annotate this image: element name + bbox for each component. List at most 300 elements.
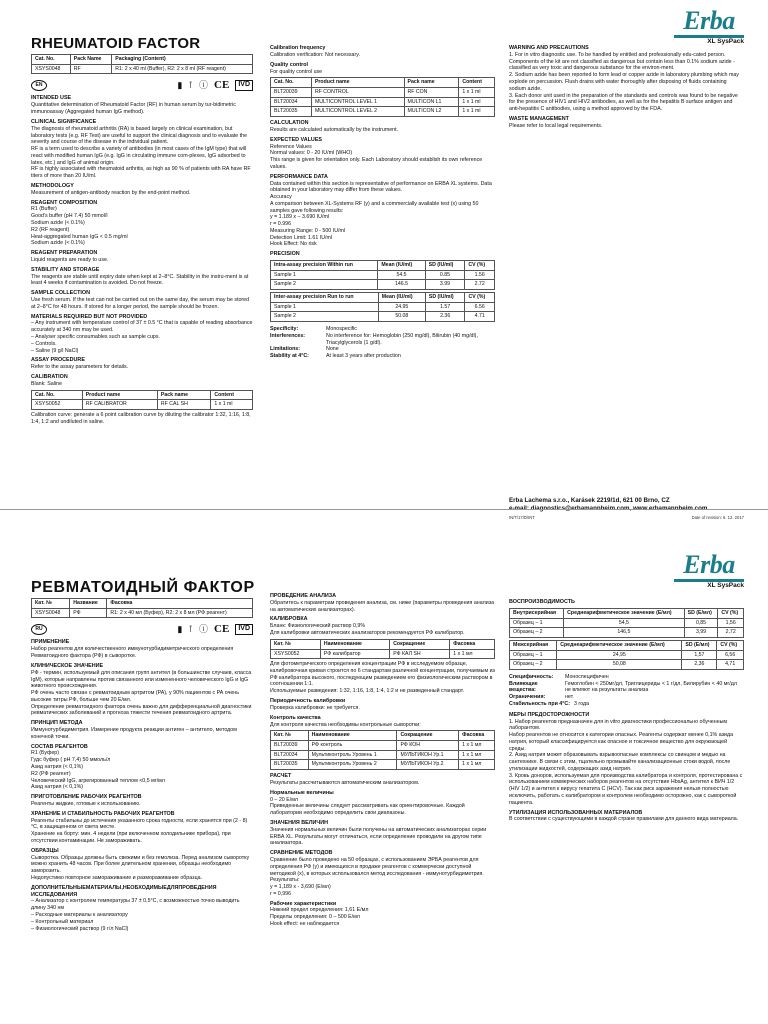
spec-label: Limitations: <box>270 346 301 353</box>
section-text: – Saline (9 g/l NaCl) <box>31 347 79 354</box>
table-row <box>32 64 253 74</box>
table-cell: BLT20039 <box>271 741 309 751</box>
table-cell: 50.08 <box>378 312 425 322</box>
spec-value: Гемоглобин < 250мг/дл, Триглицериды < 1 г/дл, Билирубин < 40 мг/дл не влияют на результаты анализа <box>565 680 737 694</box>
spec-value: Моноспецифичен <box>565 673 609 680</box>
section-text: y = 1.189 x – 3.690 IU/ml <box>270 214 330 221</box>
table-cell: 0.85 <box>425 270 465 280</box>
section-text: Sodium azide (< 0.1%) <box>31 240 85 247</box>
table-header-cell: Mean (IU/ml) <box>378 261 425 271</box>
table-cell: Sample 1 <box>271 270 378 280</box>
table-cell: BLT20039 <box>271 88 312 98</box>
spec-label: Ограничения: <box>509 694 546 701</box>
section-text: For quality control use <box>270 68 323 75</box>
table-header-cell: SD (Е/мл) <box>684 608 718 618</box>
section-heading: Контроль качества <box>270 714 321 721</box>
table-header-cell: Product name <box>311 78 404 88</box>
section-text: – Controls. <box>31 340 57 347</box>
section-text: Значения нормальных величин были получены на автоматических анализаторах серии ERBA XL. Результаты могут отличаться, если определение проводили на другом типе анализатора. <box>270 826 487 847</box>
table-header-row <box>271 78 495 88</box>
table-cell: 146,5 <box>564 628 685 638</box>
table-header-cell: SD (Е/мл) <box>682 640 717 650</box>
table-header-cell: Product name <box>82 390 157 400</box>
section-text: Для контроля качества необходимы контрольные сыворотки: <box>270 721 421 728</box>
page-divider <box>0 509 768 510</box>
en-column-2 <box>270 42 495 360</box>
section-text: Blank: Saline <box>31 380 62 387</box>
specifications <box>270 326 495 360</box>
section-text: Иммунотурбидиметрия. Измерение продукта реакции антиген – антитело, методом конечной точки. <box>31 727 237 740</box>
table-cell: 1,56 <box>718 618 744 628</box>
table-cell: 54,5 <box>564 618 685 628</box>
table-row <box>510 628 744 638</box>
section-text: Нижний предел определения: 1,61 Е/мл <box>270 907 369 914</box>
section-text: r = 0,996 <box>270 890 292 897</box>
table-header-row <box>271 261 495 271</box>
section-heading: ХРАНЕНИЕ И СТАБИЛЬНОСТЬ РАБОЧИХ РЕАГЕНТОВ <box>31 810 175 817</box>
table-cell: BLT20034 <box>271 750 309 760</box>
table-cell: РФ <box>70 608 107 618</box>
section-text: Пределы определения: 0 – 500 Е/мл <box>270 914 360 921</box>
section-text: Реагенты жидкие, готовые к использованию. <box>31 800 141 807</box>
table-row <box>271 302 495 312</box>
table-header-cell: Наименование <box>308 731 397 741</box>
table-row <box>32 608 253 618</box>
section-text: Недопустимо повторное замораживание и размораживание образца. <box>31 874 203 881</box>
document-code: IN/T/17/D/INT <box>509 514 535 520</box>
table-header-cell: SD (IU/ml) <box>425 261 465 271</box>
table-header-cell: Cat. No. <box>32 55 71 65</box>
table-cell: 3.99 <box>425 280 465 290</box>
pack-table-ru <box>31 598 253 618</box>
ru-sections-2a <box>270 593 495 637</box>
section-text: Набор реагентов для количественного иммунотурбидиметрического определения Ревматоидного фактора (РФ) в сыворотке. <box>31 646 234 660</box>
section-heading: REAGENT COMPOSITION <box>31 199 98 206</box>
precision-heading-ru: ВОСПРОИЗВОДИМОСТЬ <box>509 599 575 605</box>
table-header-row <box>32 599 253 609</box>
section-heading: УТИЛИЗАЦИЯ ИСПОЛЬЗОВАННЫХ МАТЕРИАЛОВ <box>509 809 643 816</box>
section-text: Набор реагентов не относится к категории опасных. Реагенты содержат менее 0,1% азида натрия, который классифицируется как опасное и токсичное вещество для окружающей среды. <box>509 732 734 752</box>
ivd-badge-ru: IVD <box>235 624 253 635</box>
table-header-cell: Фасовка <box>459 731 495 741</box>
table-cell: Sample 2 <box>271 312 379 322</box>
spec-row <box>270 326 495 333</box>
table-header-cell: CV (%) <box>465 293 495 303</box>
section-heading: METHODOLOGY <box>31 182 74 189</box>
spec-row <box>270 333 495 347</box>
table-header-row <box>32 390 253 400</box>
table-header-cell: Cat. No. <box>271 78 312 88</box>
en-sections-3 <box>509 45 744 129</box>
table-header-cell: Среднеарифметическое значение (Е/мл) <box>557 640 682 650</box>
section-text: Человеческий IgG, агрегированный теплом <0,5 мг/мл <box>31 777 165 784</box>
section-text: Reference Values <box>270 143 312 150</box>
ivd-badge: IVD <box>235 80 253 91</box>
section-text: Measurement of antigen-antibody reaction by the end-point method. <box>31 189 191 196</box>
table-header-cell: Mean (IU/ml) <box>378 293 425 303</box>
section-text: Азид натрия (< 0,1%) <box>31 784 84 791</box>
pack-table <box>31 54 253 74</box>
temperature-icon: ⊺ <box>188 79 194 90</box>
section-text: Detection Limit: 1.61 IU/ml <box>270 234 333 241</box>
spec-row <box>270 353 495 360</box>
table-cell: RF CAL SH <box>157 400 210 410</box>
section-text: Для фотометрического определения концентрации РФ в исследуемом образце, калибровочная кривая строится по 6 стандартам различной концентрации, получаемым из РФ калибратора высокого, последующим разведением его физиологическим раствором в соотношении 1:1. <box>270 661 495 688</box>
table-cell: 50,08 <box>557 660 682 670</box>
spec-value: None <box>326 346 339 353</box>
section-text: Хранение на борту: мин. 4 недели (при включенном холодильнике прибора), при отсутствии контаминации. Не замораживать. <box>31 831 231 844</box>
ru-column-2 <box>270 590 495 928</box>
temperature-icon: ⊺ <box>188 623 194 634</box>
spec-row <box>509 701 744 708</box>
table-header-cell: CV (%) <box>718 608 744 618</box>
table-header-cell: Фасовка <box>450 639 495 649</box>
section-heading: REAGENT PREPARATION <box>31 250 98 257</box>
table-cell: Образец – 2 <box>510 660 557 670</box>
table-cell: R1: 2 x 40 ml (Buffer), R2: 2 x 8 ml (RF reagent) <box>112 64 253 74</box>
table-cell: 3,99 <box>684 628 718 638</box>
section-heading: Calibration frequency <box>270 45 326 51</box>
table-cell: Образец – 2 <box>510 628 564 638</box>
ce-mark: CE <box>214 79 230 92</box>
table-row <box>271 312 495 322</box>
section-text: The diagnosis of rheumatoid arthritis (RA) is based largely on clinical examination, but laboratory tests (e.g. RF Test) are useful to support the clinical diagnosis and to evaluate the severity and course of the disease in the individual patient. <box>31 125 248 146</box>
spec-label: Стабильность при 4°С: <box>509 700 570 707</box>
section-text: Measuring Range: 0 - 500 IU/ml <box>270 227 346 234</box>
section-text: Обратитесь к параметрам проведения анализа, см. ниже (параметры проведения анализа на автоматических анализаторах). <box>270 599 495 613</box>
section-text: РФ очень часто связан с ревматоидным артритом (РА), у 90% пациентов с РА очень высокие титры РФ, больше чем 20 Е/мл. <box>31 690 239 703</box>
table-header-cell: Pack name <box>404 78 459 88</box>
section-text: 1. Набор реагентов предназначен для in vitro диагностики профессионально обученным лаборантом. <box>509 718 728 732</box>
section-text: Hook effect: не наблюдается <box>270 921 340 927</box>
section-text: A comparison between XL-Systems RF (y) and a commercially available test (x) using 50 samples gave following results: <box>270 200 479 214</box>
table-row <box>510 618 744 628</box>
en-column-1 <box>31 52 253 426</box>
spec-value: 3 года <box>573 700 590 707</box>
table-header-cell: Кат. № <box>32 599 70 609</box>
table-header-cell: SD (IU/ml) <box>425 293 465 303</box>
section-heading: Нормальные величины <box>270 789 334 796</box>
table-row <box>32 400 253 410</box>
spec-label: Влияющие вещества: <box>509 680 538 694</box>
table-cell: 6.56 <box>465 302 495 312</box>
table-cell: МУЛЬТИКОН Ур.2 <box>397 760 459 770</box>
section-text: RF is a term used to describe a variety of antibodies (in most cases of the IgM type) that will react with modified human IgG (e.g. IgG in circulating immune com-plexes, IgG adsorbed to latex, etc.) and IgG of animal origin. <box>31 146 247 166</box>
section-text: – Физиологический раствор (9 г/л NaCl) <box>31 925 129 932</box>
section-heading: Периодичность калибровки <box>270 698 346 705</box>
table-row <box>271 750 495 760</box>
section-text: r = 0.996 <box>270 221 292 228</box>
section-heading: Рабочие характеристики <box>270 900 337 907</box>
table-cell: XSYS0052 <box>32 400 83 410</box>
table-row <box>271 760 495 770</box>
language-badge-ru: RU <box>31 624 47 635</box>
section-heading: MATERIALS REQUIRED BUT NOT PROVIDED <box>31 313 148 320</box>
section-text: y = 1,189 x - 3,690 (Е/мл) <box>270 884 331 891</box>
section-text: 2. Азид натрия может образовывать взрывоопасные комплексы со свинцом и медью на сантехнике. В связи с этим, тщательно промывайте канализационные стоки водой, после утилизации жидкостей, содержащих азид натрия. <box>509 752 731 772</box>
table-header-cell: Content <box>211 390 253 400</box>
spec-row <box>509 674 744 681</box>
table-header-cell: Наименование <box>320 639 389 649</box>
table-cell: 24,95 <box>557 650 682 660</box>
section-text: Normal values: 0 - 20 IU/ml (WHO) <box>270 150 353 157</box>
table-row <box>271 280 495 290</box>
section-text: Please refer to local legal requirements. <box>509 122 603 129</box>
manufacturer-icon: ▮ <box>177 79 183 90</box>
table-cell: Образец – 1 <box>510 618 564 628</box>
section-heading: CALCULATION <box>270 119 309 126</box>
ru-column-3 <box>509 596 744 823</box>
en-sections-2b <box>270 120 495 258</box>
table-header-cell: Pack name <box>157 390 210 400</box>
page-title: RHEUMATOID FACTOR <box>31 35 201 52</box>
section-heading: ОБРАЗЦЫ <box>31 847 59 854</box>
table-cell: РФ КАЛ SH <box>390 649 450 659</box>
table-cell: 1.57 <box>425 302 465 312</box>
section-text: Data contained within this section is representative of performance on ERBA XL systems. Data obtained in your laboratory may differ from these values. <box>270 180 492 194</box>
erba-logo <box>674 8 744 46</box>
spec-label: Специфичность: <box>509 673 554 680</box>
company-address: Erba Lachema s.r.o., Karásek 2219/1d, 621 00 Brno, CZ <box>509 497 670 504</box>
table-header-row <box>271 293 495 303</box>
table-header-cell: Cat. No. <box>32 390 83 400</box>
table-cell: РФ калибратор <box>320 649 389 659</box>
table-header-cell: Межсерийная <box>510 640 557 650</box>
section-text: Гудс буфер ( pH 7,4) 50 ммоль/л <box>31 757 111 764</box>
table-row <box>271 270 495 280</box>
calibrator-table-ru <box>270 639 495 659</box>
table-cell: XSYS0052 <box>271 649 321 659</box>
table-cell: 6,56 <box>717 650 744 660</box>
table-cell: MULTICON L1 <box>404 97 459 107</box>
section-text: Good's buffer (pH 7.4) 50 mmol/l <box>31 213 108 220</box>
table-cell: 2.72 <box>465 280 495 290</box>
section-text: The reagents are stable until expiry date when kept at 2–8°C. Stability in the instru-ment is at least 4 weeks if contamination is avoided. Do not freeze. <box>31 273 249 287</box>
erba-wordmark: Erba <box>683 6 735 35</box>
spec-value: No interference for: Hemoglobin (250 mg/dl), Bilirubin (40 mg/dl), Triacylglycerols (1 g/dl). <box>326 332 478 346</box>
table-row <box>271 649 495 659</box>
table-cell: Sample 2 <box>271 280 378 290</box>
section-heading: WARNING AND PRECAUTIONS <box>509 45 589 51</box>
section-text: Heat-aggregated human IgG < 0.5 mg/ml <box>31 233 128 240</box>
en-sections-2a <box>270 45 495 75</box>
section-heading: STABILITY AND STORAGE <box>31 266 100 273</box>
table-cell: 1.56 <box>465 270 495 280</box>
section-heading: CLINICAL SIGNIFICANCE <box>31 118 97 125</box>
section-heading: SAMPLE COLLECTION <box>31 290 90 297</box>
specifications-ru <box>509 674 744 708</box>
table-header-cell: CV (%) <box>465 261 495 271</box>
section-heading: ПРИМЕНЕНИЕ <box>31 639 70 646</box>
table-header-cell: Packaging (Content) <box>112 55 253 65</box>
table-row <box>271 88 495 98</box>
table-cell: 1 x 1 ml <box>459 107 495 117</box>
section-text: Результаты рассчитываются автоматическим анализатором. <box>270 779 420 786</box>
table-row <box>271 107 495 117</box>
table-cell: MULTICON L2 <box>404 107 459 117</box>
table-header-cell: Фасовка <box>107 599 253 609</box>
section-heading: СОСТАВ РЕАГЕНТОВ <box>31 743 88 750</box>
table-cell: РФ контроль <box>308 741 397 751</box>
section-text: Hook Effect: No risk <box>270 241 317 248</box>
section-text: This range is given for orientation only. Each Laboratory should establish its own reference values. <box>270 157 483 170</box>
table-cell: BLT20035 <box>271 760 309 770</box>
section-text: Для калибровки автоматических анализаторов рекомендуется РФ калибратор. <box>270 630 465 637</box>
en-sections-1 <box>31 95 253 387</box>
symbol-row <box>31 78 253 92</box>
table-cell: R1: 2 x 40 мл (Буфер), R2: 2 x 8 мл (РФ реагент) <box>107 608 253 618</box>
table-header-cell: Pack Name <box>70 55 112 65</box>
table-header-row <box>510 640 744 650</box>
table-row <box>271 741 495 751</box>
table-header-cell: Название <box>70 599 107 609</box>
table-cell: XSYS0048 <box>32 608 70 618</box>
ru-sections-2b <box>270 661 495 728</box>
quality-control-table <box>270 77 495 117</box>
section-text: Calibration verification: Not necessary. <box>270 51 360 58</box>
intra-assay-table <box>270 260 495 290</box>
section-text: Проверка калибровки: не требуется. <box>270 704 360 711</box>
section-text: Определение ревматоидного фактора очень важно для дифференциальной диагностики ревматических заболеваний и прогноза тяжести течения ревматоидного артрита. <box>31 703 252 717</box>
table-cell: РФ КОН <box>397 741 459 751</box>
erba-wordmark-ru: Erba <box>683 550 735 579</box>
calibration-note: Calibration curve: generate a 6 point calibration curve by diluting the calibrator 1:32, 1:16, 1:8, 1:4, 1:2 and undiluted in saline. <box>31 411 251 425</box>
table-cell: 1 x 1 мл <box>459 750 495 760</box>
spec-value: At least 3 years after production <box>326 353 401 360</box>
table-header-row <box>510 608 744 618</box>
section-heading: EXPECTED VALUES <box>270 136 323 143</box>
table-header-cell: Сокращение <box>390 639 450 649</box>
table-header-row <box>271 731 495 741</box>
section-text: Реагенты стабильны до истечения указанного срока годности, если хранятся при (2 - 8)°С, в защищенном от света месте. <box>31 817 248 831</box>
company-contact: e-mail: diagnostics@erbamannheim.com, www.erbamannheim.com <box>509 504 708 512</box>
spec-row <box>509 694 744 701</box>
section-heading: КАЛИБРОВКА <box>270 616 308 623</box>
section-text: В соответствии с существующими в каждой стране правилами для данного вида материала. <box>509 816 739 823</box>
table-header-cell: Кат. № <box>271 731 309 741</box>
ru-sections-3 <box>509 712 744 824</box>
section-text: – Контрольный материал <box>31 918 94 925</box>
section-heading: PERFORMANCE DATA <box>270 173 328 180</box>
spec-label: Stability at 4°C: <box>270 353 309 360</box>
quality-control-table-ru <box>270 730 495 770</box>
section-text: Сравнение было проведено на 50 образцах, с использованием ЭРБА реагентов для определения РФ (y) и имеющихся в продаже реагентов с коммерчески доступной методикой (x), в которых использовался метод исследования - иммунотурбидиметрия. <box>270 856 484 877</box>
page-title-ru: РЕВМАТОИДНЫЙ ФАКТОР <box>31 579 255 596</box>
table-header-cell: Сокращение <box>397 731 459 741</box>
section-text: R2 (РФ реагент) <box>31 770 71 777</box>
en-column-3 <box>509 42 744 129</box>
table-cell: 1 x 1 мл <box>450 649 495 659</box>
section-text: Sodium azide (< 0.1%) <box>31 219 85 226</box>
table-cell: XSYS0048 <box>32 64 71 74</box>
spec-value: Monospecific <box>326 326 357 333</box>
table-row <box>510 660 744 670</box>
table-cell: MULTICONTROL LEVEL 2 <box>311 107 404 117</box>
spec-label: Interferences: <box>270 332 306 339</box>
table-cell: 54.5 <box>378 270 425 280</box>
calibrator-table <box>31 390 253 410</box>
section-text: RF is highly associated with rheumatoid arthritis, as high as 90 % of patients with RA have RF titers of more than 20 IU/ml. <box>31 166 251 180</box>
spec-row <box>270 346 495 353</box>
inter-assay-table <box>270 292 495 322</box>
section-text: Use fresh serum. If the test can not be carried out on the same day, the serum may be stored at 2–8°C for 48 hours. If stored for a longer period, the sample should be frozen. <box>31 297 250 310</box>
language-badge: EN <box>31 80 47 91</box>
table-cell: Мультиконтроль Уровень 2 <box>308 760 397 770</box>
section-text: – Анализатор с контролем температуры 37 ± 0,5°С, с возможностью точно выводить длину 340 нм <box>31 898 240 912</box>
section-heading: ДОПОЛНИТЕЛЬНЫЕМАТЕРИАЛЫ,НЕОБХОДИМЫЕДЛЯПРОВЕДЕНИЯ ИССЛЕДОВАНИЯ <box>31 884 217 898</box>
table-cell: Образец – 1 <box>510 650 557 660</box>
table-row <box>271 97 495 107</box>
table-header-cell: Среднеарифметическое значение (Е/мл) <box>564 608 685 618</box>
table-cell: RF <box>70 64 112 74</box>
table-cell: 1 x 1 ml <box>211 400 253 410</box>
table-row <box>510 650 744 660</box>
section-text: – Analyser specific consumables such as sample cups. <box>31 334 160 341</box>
ce-mark-ru: CE <box>214 623 230 636</box>
section-heading: INTENDED USE <box>31 95 72 102</box>
section-heading: WASTE MANAGEMENT <box>509 115 569 122</box>
section-text: Quantitative determination of Rheumatoid Factor (RF) in human serum by tur-bidimetric immunoassay (Aggregated human IgG method). <box>31 102 236 116</box>
section-text: 0 – 20 Е/мл <box>270 796 298 803</box>
spec-value: нет <box>565 694 574 701</box>
section-heading: PRECISION <box>270 251 300 258</box>
section-heading: КЛИНИЧЕСКОЕ ЗНАЧЕНИЕ <box>31 662 104 669</box>
table-header-cell: Кат. № <box>271 639 321 649</box>
instructions-icon: ⓘ <box>199 623 209 634</box>
section-text: 3. Кровь доноров, используемая для производства калибратора и контроля, протестирована с использованием коммерческих наборов реагентов на отсутствие HbsAg, антител к ВИЧ 1/2 (HIV 1/2) и антител к вирусу гепатита С (HCV). Так как риск заражения нельзя полностью исключить, работать с калибратором и контролем необходимо осторожно, как с сывороткой пациента. <box>509 772 743 806</box>
table-cell: 1 x 1 ml <box>459 97 495 107</box>
section-text: 2. Sodium azide has been reported to form lead or copper azide in laboratory plumbing which may explode on percussion. Flush drains with water thoroughly after disposing of fluids containing sodium azide. <box>509 72 739 92</box>
section-heading: МЕРЫ ПРЕДОСТОРОЖНОСТИ <box>509 711 590 718</box>
table-cell: 1 x 1 мл <box>459 760 495 770</box>
table-header-cell: CV (%) <box>717 640 744 650</box>
table-cell: RF CON <box>404 88 459 98</box>
erba-logo-ru <box>674 552 744 590</box>
table-cell: 0,85 <box>684 618 718 628</box>
table-cell: 1,57 <box>682 650 717 660</box>
manufacturer-icon: ▮ <box>177 623 183 634</box>
table-header-cell: Внутрисерийная <box>510 608 564 618</box>
table-cell: Sample 1 <box>271 302 379 312</box>
ru-sections-1 <box>31 639 253 932</box>
table-cell: 146.5 <box>378 280 425 290</box>
section-text: Азид натрия (< 0,1%) <box>31 763 84 770</box>
section-text: Приведенные величины следует рассматривать как ориентировочные. Каждой лаборатории необходимо определить свои диапазоны. <box>270 803 465 817</box>
ru-sections-2c <box>270 773 495 928</box>
section-text: Сыворотка. Образцы должны быть свежими и без гемолиза. Перед анализом сыворотку можно хранить 48 часов. При более длительном хранении, образцы необходимо заморозить. <box>31 854 250 875</box>
table-header-cell: Intra-assay precision Within run <box>271 261 378 271</box>
table-header-row <box>271 639 495 649</box>
section-text: 1. For in vitro diagnostic use. To be handled by entitled and professionally edu-cated person. <box>509 51 726 58</box>
section-text: Refer to the assay parameters for details. <box>31 364 129 371</box>
section-heading: Quality control <box>270 61 309 68</box>
table-cell: MULTICONTROL LEVEL 1 <box>311 97 404 107</box>
section-heading: ASSAY PROCEDURE <box>31 357 85 364</box>
inter-assay-table-ru <box>509 640 744 670</box>
table-cell: 2.36 <box>425 312 465 322</box>
table-cell: 2,36 <box>682 660 717 670</box>
intra-assay-table-ru <box>509 608 744 638</box>
table-header-row <box>32 55 253 65</box>
section-text: R2 (RF reagent) <box>31 226 70 233</box>
xl-syspack-label: XL SysPack <box>707 38 744 45</box>
table-cell: Мультиконтроль Уровень 1 <box>308 750 397 760</box>
section-heading: ПРИГОТОВЛЕНИЕ РАБОЧИХ РЕАГЕНТОВ <box>31 794 142 801</box>
table-cell: BLT20034 <box>271 97 312 107</box>
section-text: РФ - термин, используемый для описания групп антител (в большинстве случаев, класса IgM), которые направлены против связанного или измененного человеческого IgG и IgG животного происхождения. <box>31 669 252 690</box>
symbol-row-ru <box>31 622 253 636</box>
revision-date: Date of revision: 6. 12. 2017 <box>691 514 744 520</box>
